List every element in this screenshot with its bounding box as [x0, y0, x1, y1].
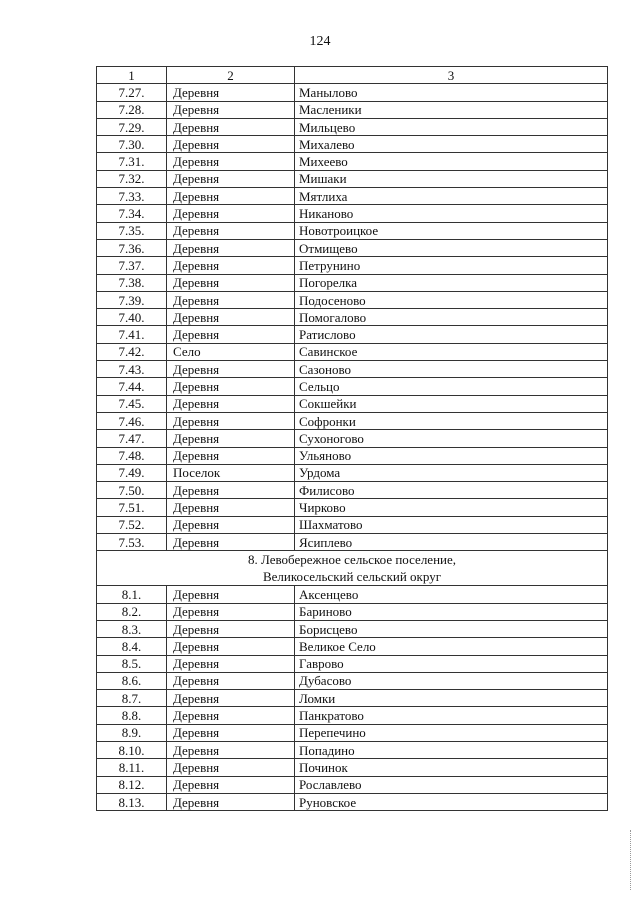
row-number: 7.48.	[97, 447, 167, 464]
row-number: 7.46.	[97, 412, 167, 429]
settlement-type: Деревня	[167, 499, 295, 516]
table-header-row	[97, 67, 608, 84]
settlement-type: Деревня	[167, 759, 295, 776]
settlement-name: Урдома	[295, 464, 608, 481]
row-number: 8.5.	[97, 655, 167, 672]
settlement-name: Михалево	[295, 136, 608, 153]
settlement-type: Деревня	[167, 118, 295, 135]
table-row	[97, 516, 608, 533]
table-row	[97, 707, 608, 724]
settlement-name: Попадино	[295, 741, 608, 758]
settlement-type: Деревня	[167, 776, 295, 793]
row-number: 7.43.	[97, 361, 167, 378]
table-row	[97, 170, 608, 187]
row-number: 7.51.	[97, 499, 167, 516]
settlement-type: Деревня	[167, 101, 295, 118]
row-number: 7.33.	[97, 188, 167, 205]
table-row	[97, 655, 608, 672]
table-row	[97, 361, 608, 378]
row-number: 7.50.	[97, 482, 167, 499]
row-number: 7.31.	[97, 153, 167, 170]
row-number: 7.36.	[97, 239, 167, 256]
table-row	[97, 482, 608, 499]
settlement-type: Деревня	[167, 603, 295, 620]
table-row	[97, 430, 608, 447]
settlement-name: Перепечино	[295, 724, 608, 741]
section-title-line-2: Великосельский сельский округ	[262, 569, 442, 585]
row-number: 7.40.	[97, 309, 167, 326]
page-number: 124	[309, 34, 331, 49]
table-row	[97, 672, 608, 689]
settlement-name: Починок	[295, 759, 608, 776]
settlement-type: Деревня	[167, 395, 295, 412]
table-row	[97, 776, 608, 793]
column-header-2: 2	[167, 67, 295, 84]
settlement-name: Мильцево	[295, 118, 608, 135]
row-number: 7.29.	[97, 118, 167, 135]
settlement-name: Сельцо	[295, 378, 608, 395]
row-number: 7.44.	[97, 378, 167, 395]
settlement-type: Деревня	[167, 188, 295, 205]
settlement-type: Деревня	[167, 274, 295, 291]
row-number: 8.2.	[97, 603, 167, 620]
table-row	[97, 759, 608, 776]
row-number: 7.45.	[97, 395, 167, 412]
settlement-type: Деревня	[167, 222, 295, 239]
row-number: 7.32.	[97, 170, 167, 187]
settlement-type: Деревня	[167, 378, 295, 395]
settlement-name: Дубасово	[295, 672, 608, 689]
settlement-type: Деревня	[167, 516, 295, 533]
row-number: 7.41.	[97, 326, 167, 343]
settlement-type: Деревня	[167, 153, 295, 170]
settlement-name: Шахматово	[295, 516, 608, 533]
settlement-name: Сазоново	[295, 361, 608, 378]
row-number: 8.8.	[97, 707, 167, 724]
settlement-type: Деревня	[167, 239, 295, 256]
section-title-line-1: 8. Левобережное сельское поселение,	[247, 552, 457, 568]
table-row	[97, 603, 608, 620]
row-number: 8.7.	[97, 690, 167, 707]
settlement-type: Деревня	[167, 707, 295, 724]
row-number: 7.30.	[97, 136, 167, 153]
row-number: 7.53.	[97, 534, 167, 551]
settlement-type: Деревня	[167, 741, 295, 758]
settlement-name: Борисцево	[295, 620, 608, 637]
row-number: 7.39.	[97, 291, 167, 308]
settlement-type: Деревня	[167, 447, 295, 464]
row-number: 7.35.	[97, 222, 167, 239]
row-number: 8.13.	[97, 793, 167, 810]
table-row	[97, 464, 608, 481]
table-row	[97, 188, 608, 205]
settlement-name: Новотроицкое	[295, 222, 608, 239]
settlement-name: Ломки	[295, 690, 608, 707]
table-row	[97, 257, 608, 274]
settlement-name: Петрунино	[295, 257, 608, 274]
settlement-name: Мятлиха	[295, 188, 608, 205]
table-row	[97, 84, 608, 101]
settlement-name: Софронки	[295, 412, 608, 429]
settlement-type: Деревня	[167, 672, 295, 689]
settlement-type: Деревня	[167, 326, 295, 343]
table-row	[97, 395, 608, 412]
row-number: 8.1.	[97, 586, 167, 603]
settlement-name: Помогалово	[295, 309, 608, 326]
table-row	[97, 724, 608, 741]
table-row	[97, 136, 608, 153]
row-number: 7.38.	[97, 274, 167, 291]
settlement-type: Поселок	[167, 464, 295, 481]
settlement-name: Мишаки	[295, 170, 608, 187]
table-row	[97, 118, 608, 135]
row-number: 7.27.	[97, 84, 167, 101]
settlement-name: Бариново	[295, 603, 608, 620]
table-row	[97, 101, 608, 118]
settlement-name: Ратислово	[295, 326, 608, 343]
table-row	[97, 205, 608, 222]
row-number: 7.52.	[97, 516, 167, 533]
settlement-type: Деревня	[167, 690, 295, 707]
settlement-type: Деревня	[167, 534, 295, 551]
row-number: 8.10.	[97, 741, 167, 758]
settlement-type: Деревня	[167, 412, 295, 429]
settlement-type: Деревня	[167, 655, 295, 672]
row-number: 8.12.	[97, 776, 167, 793]
row-number: 7.42.	[97, 343, 167, 360]
settlement-name: Подосеново	[295, 291, 608, 308]
table-row	[97, 499, 608, 516]
settlement-name: Сокшейки	[295, 395, 608, 412]
settlement-name: Сухоногово	[295, 430, 608, 447]
table-row	[97, 534, 608, 551]
settlement-name: Чирково	[295, 499, 608, 516]
settlement-type: Деревня	[167, 205, 295, 222]
settlement-name: Масленики	[295, 101, 608, 118]
settlement-name: Ясиплево	[295, 534, 608, 551]
table-row	[97, 690, 608, 707]
settlement-name: Никаново	[295, 205, 608, 222]
row-number: 7.49.	[97, 464, 167, 481]
settlement-name: Савинское	[295, 343, 608, 360]
table-row	[97, 741, 608, 758]
scan-margin-mark	[630, 830, 632, 890]
section-title	[97, 551, 608, 586]
settlement-type: Деревня	[167, 361, 295, 378]
table-row	[97, 638, 608, 655]
settlement-name: Отмищево	[295, 239, 608, 256]
table-row	[97, 326, 608, 343]
row-number: 7.28.	[97, 101, 167, 118]
settlement-type: Деревня	[167, 620, 295, 637]
settlement-type: Деревня	[167, 430, 295, 447]
table-row	[97, 793, 608, 810]
table-row	[97, 586, 608, 603]
settlement-name: Рославлево	[295, 776, 608, 793]
settlement-type: Деревня	[167, 291, 295, 308]
settlement-type: Село	[167, 343, 295, 360]
settlement-type: Деревня	[167, 793, 295, 810]
table-row	[97, 153, 608, 170]
settlement-type: Деревня	[167, 586, 295, 603]
row-number: 7.47.	[97, 430, 167, 447]
table-row	[97, 378, 608, 395]
settlement-type: Деревня	[167, 136, 295, 153]
column-header-1: 1	[97, 67, 167, 84]
settlement-name: Погорелка	[295, 274, 608, 291]
settlement-name: Филисово	[295, 482, 608, 499]
table-row	[97, 222, 608, 239]
settlement-name: Аксенцево	[295, 586, 608, 603]
row-number: 7.34.	[97, 205, 167, 222]
settlement-type: Деревня	[167, 170, 295, 187]
settlement-type: Деревня	[167, 309, 295, 326]
row-number: 8.6.	[97, 672, 167, 689]
settlement-type: Деревня	[167, 482, 295, 499]
row-number: 8.9.	[97, 724, 167, 741]
table-row	[97, 620, 608, 637]
settlement-name: Ульяново	[295, 447, 608, 464]
table-row	[97, 309, 608, 326]
row-number: 8.4.	[97, 638, 167, 655]
settlement-name: Манылово	[295, 84, 608, 101]
settlement-name: Михеево	[295, 153, 608, 170]
column-header-3: 3	[295, 67, 608, 84]
row-number: 7.37.	[97, 257, 167, 274]
table-row	[97, 447, 608, 464]
settlement-type: Деревня	[167, 84, 295, 101]
table-row	[97, 412, 608, 429]
settlements-table	[96, 66, 608, 811]
table-row	[97, 239, 608, 256]
settlement-name: Панкратово	[295, 707, 608, 724]
settlement-name: Великое Село	[295, 638, 608, 655]
settlement-type: Деревня	[167, 638, 295, 655]
settlement-name: Гаврово	[295, 655, 608, 672]
table-row	[97, 291, 608, 308]
row-number: 8.11.	[97, 759, 167, 776]
row-number: 8.3.	[97, 620, 167, 637]
section-header-row	[97, 551, 608, 586]
settlement-type: Деревня	[167, 724, 295, 741]
settlement-type: Деревня	[167, 257, 295, 274]
table-row	[97, 274, 608, 291]
settlement-name: Руновское	[295, 793, 608, 810]
table-row	[97, 343, 608, 360]
